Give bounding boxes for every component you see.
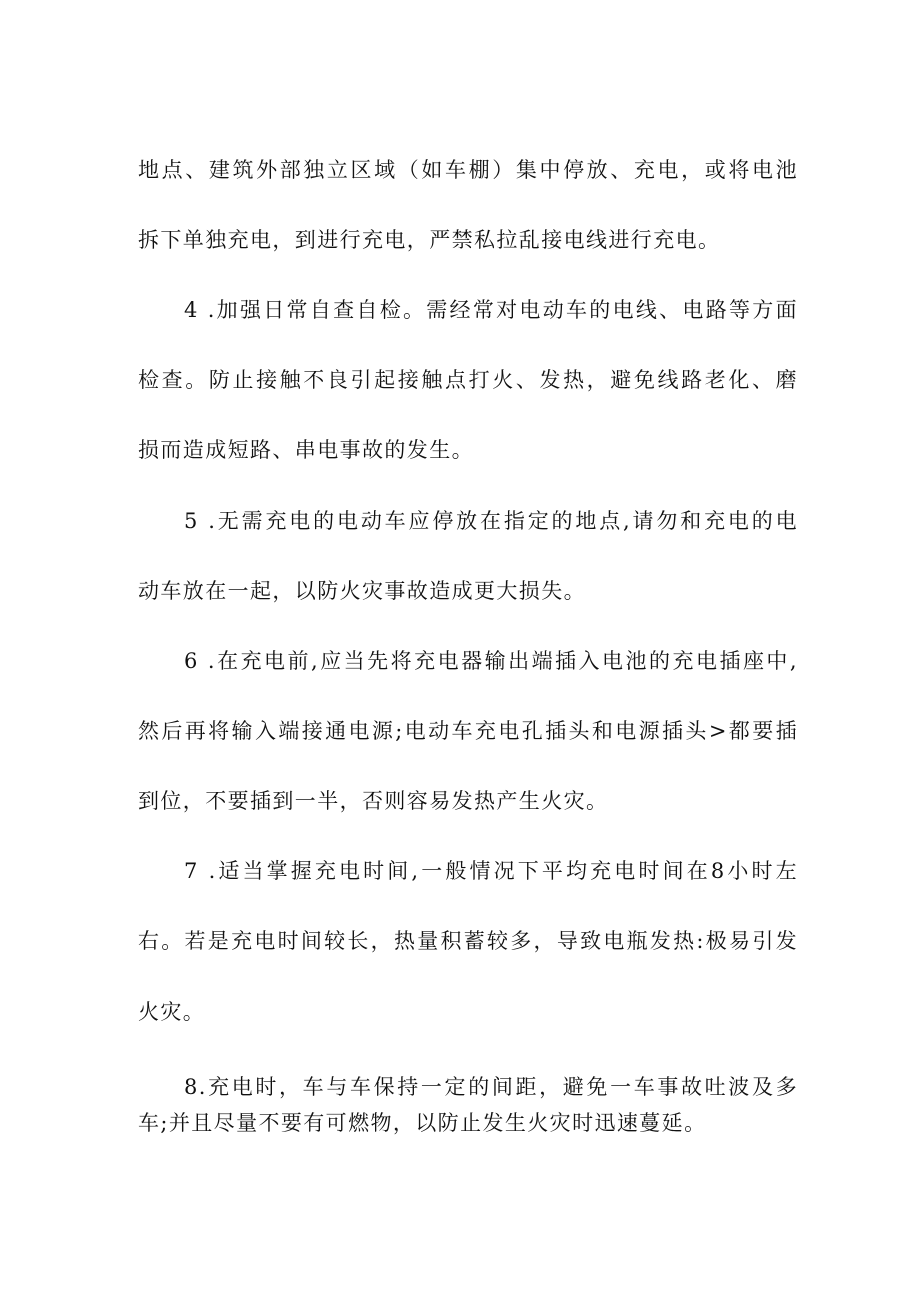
text-line: 到位，不要插到一半，否则容易发热产生火灾。 (138, 789, 609, 813)
text-line: 检查。防止接触不良引起接触点打火、发热，避免线路老化、磨 (138, 368, 798, 392)
text-line: 地点、建筑外部独立区域（如车棚）集中停放、充电，或将电池 (138, 158, 798, 182)
text-line: 然后再将输入端接通电源;电动车充电孔插头和电源插头>都要插 (138, 719, 798, 743)
paragraph-5-line: 5 .无需充电的电动车应停放在指定的地点,请勿和充电的电 (184, 509, 798, 533)
paragraph-4-line: 4 .加强日常自查自检。需经常对电动车的电线、电路等方面 (184, 298, 798, 322)
paragraph-6-line: 6 .在充电前,应当先将充电器输出端插入电池的充电插座中, (184, 649, 798, 673)
text-line: 损而造成短路、串电事故的发生。 (138, 438, 474, 462)
text-line: 车;并且尽量不要有可燃物，以防止发生火灾时迅速蔓延。 (138, 1111, 707, 1135)
paragraph-7-line: 7 .适当掌握充电时间,一般情况下平均充电时间在8小时左 (184, 859, 798, 883)
text-line: 动车放在一起，以防火灾事故造成更大损失。 (138, 579, 586, 603)
paragraph-8-line: 8.充电时，车与车保持一定的间距，避免一车事故吐波及多 (184, 1075, 798, 1099)
text-line: 右。若是充电时间较长，热量积蓄较多，导致电瓶发热:极易引发 (138, 929, 798, 953)
text-line: 拆下单独充电，到进行充电，严禁私拉乱接电线进行充电。 (138, 228, 721, 252)
text-line: 火灾。 (138, 1000, 206, 1024)
